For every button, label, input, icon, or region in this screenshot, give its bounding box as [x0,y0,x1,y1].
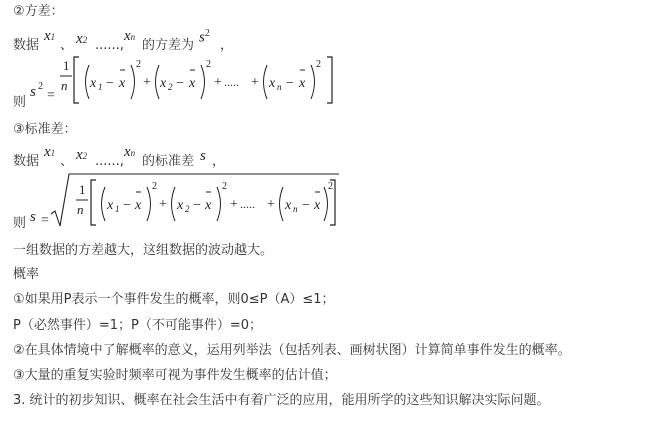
svg-text:s: s [30,84,36,100]
svg-text:x: x [269,76,276,91]
svg-text:.....: ..... [224,75,239,89]
svg-text:2: 2 [316,59,321,70]
variance-intro-suffix: 的方差为 [142,38,195,53]
svg-text:+: + [214,75,222,90]
svg-text:x: x [285,198,292,213]
text-line-prob-range: ①如果用P表示一个事件发生的概率，则0≤P（A）≤1； [13,292,335,307]
variance-dots: ......, [95,38,124,53]
stddev-intro-prefix: 数据 [13,154,40,169]
variance-sep: 、 [60,38,74,53]
svg-text:.....: ..... [240,197,255,211]
svg-text:2: 2 [206,59,211,70]
svg-text:x: x [160,76,167,91]
stddev-heading: ③标准差： [13,122,77,137]
svg-text:2: 2 [168,82,173,92]
svg-text:1: 1 [98,82,103,92]
svg-text:2: 2 [328,181,333,192]
svg-text:1: 1 [115,204,120,214]
variance-then: 则 [13,95,27,110]
svg-text:n: n [277,82,282,92]
svg-text:s: s [30,209,36,225]
svg-text:x: x [205,198,212,213]
svg-text:−: − [176,76,184,91]
variance-s2: $s^2$ [199,28,210,46]
svg-text:=: = [41,213,49,228]
svg-text:2: 2 [185,204,190,214]
svg-text:2: 2 [136,59,141,70]
svg-text:x: x [107,198,114,213]
stddev-dots: ......, [95,154,124,169]
svg-text:−: − [193,198,201,213]
svg-text:1: 1 [63,58,70,73]
svg-text:x: x [189,76,196,91]
text-line-prob-meaning: ②在具体情境中了解概率的意义，运用列举法（包括列表、画树状图）计算简单事件发生的概率。 [13,343,571,358]
variance-heading: ②方差： [13,4,64,19]
svg-text:+: + [143,75,151,90]
variance-intro-prefix: 数据 [13,38,40,53]
stddev-then: 则 [13,216,27,231]
svg-text:x: x [314,198,321,213]
variance-formula [27,52,347,108]
svg-text:x: x [90,76,97,91]
svg-text:2: 2 [222,181,227,192]
text-line-certain-impossible: P（必然事件）=1；P（不可能事件）=0； [13,318,263,333]
svg-text:n: n [61,78,68,93]
variance-x2: x2 [76,31,88,47]
stddev-comma: ， [212,154,226,169]
variance-comma: ， [220,38,234,53]
svg-text:x: x [119,76,126,91]
svg-text:=: = [47,88,55,103]
stddev-xn: xn [124,144,136,160]
svg-text:−: − [106,76,114,91]
svg-text:x: x [177,198,184,213]
svg-text:1: 1 [79,182,86,197]
svg-text:n: n [293,204,298,214]
text-line-statistics-application: 3. 统计的初步知识、概率在社会生活中有着广泛的应用，能用所学的这些知识解决实际问题。 [13,393,550,408]
text-line-variance-note: 一组数据的方差越大，这组数据的波动越大。 [13,243,274,258]
svg-text:−: − [123,198,131,213]
svg-text:−: − [302,198,310,213]
stddev-sep: 、 [60,154,74,169]
svg-text:n: n [77,202,84,217]
svg-text:−: − [286,76,294,91]
stddev-x1: x1 [44,144,56,160]
svg-text:2: 2 [38,81,43,92]
text-line-frequency: ③大量的重复实验时频率可视为事件发生概率的估计值； [13,368,337,383]
svg-text:+: + [267,197,275,212]
stddev-intro-suffix: 的标准差 [142,154,195,169]
stddev-formula [27,170,347,230]
stddev-s: s [200,148,206,164]
probability-heading: 概率 [13,267,40,282]
stddev-x2: x2 [76,147,88,163]
svg-text:x: x [135,198,142,213]
svg-text:2: 2 [152,181,157,192]
variance-xn: xn [124,28,136,44]
svg-text:+: + [230,197,238,212]
svg-text:+: + [251,75,259,90]
variance-x1: x1 [44,28,56,44]
svg-text:+: + [159,197,167,212]
svg-text:x: x [299,76,306,91]
